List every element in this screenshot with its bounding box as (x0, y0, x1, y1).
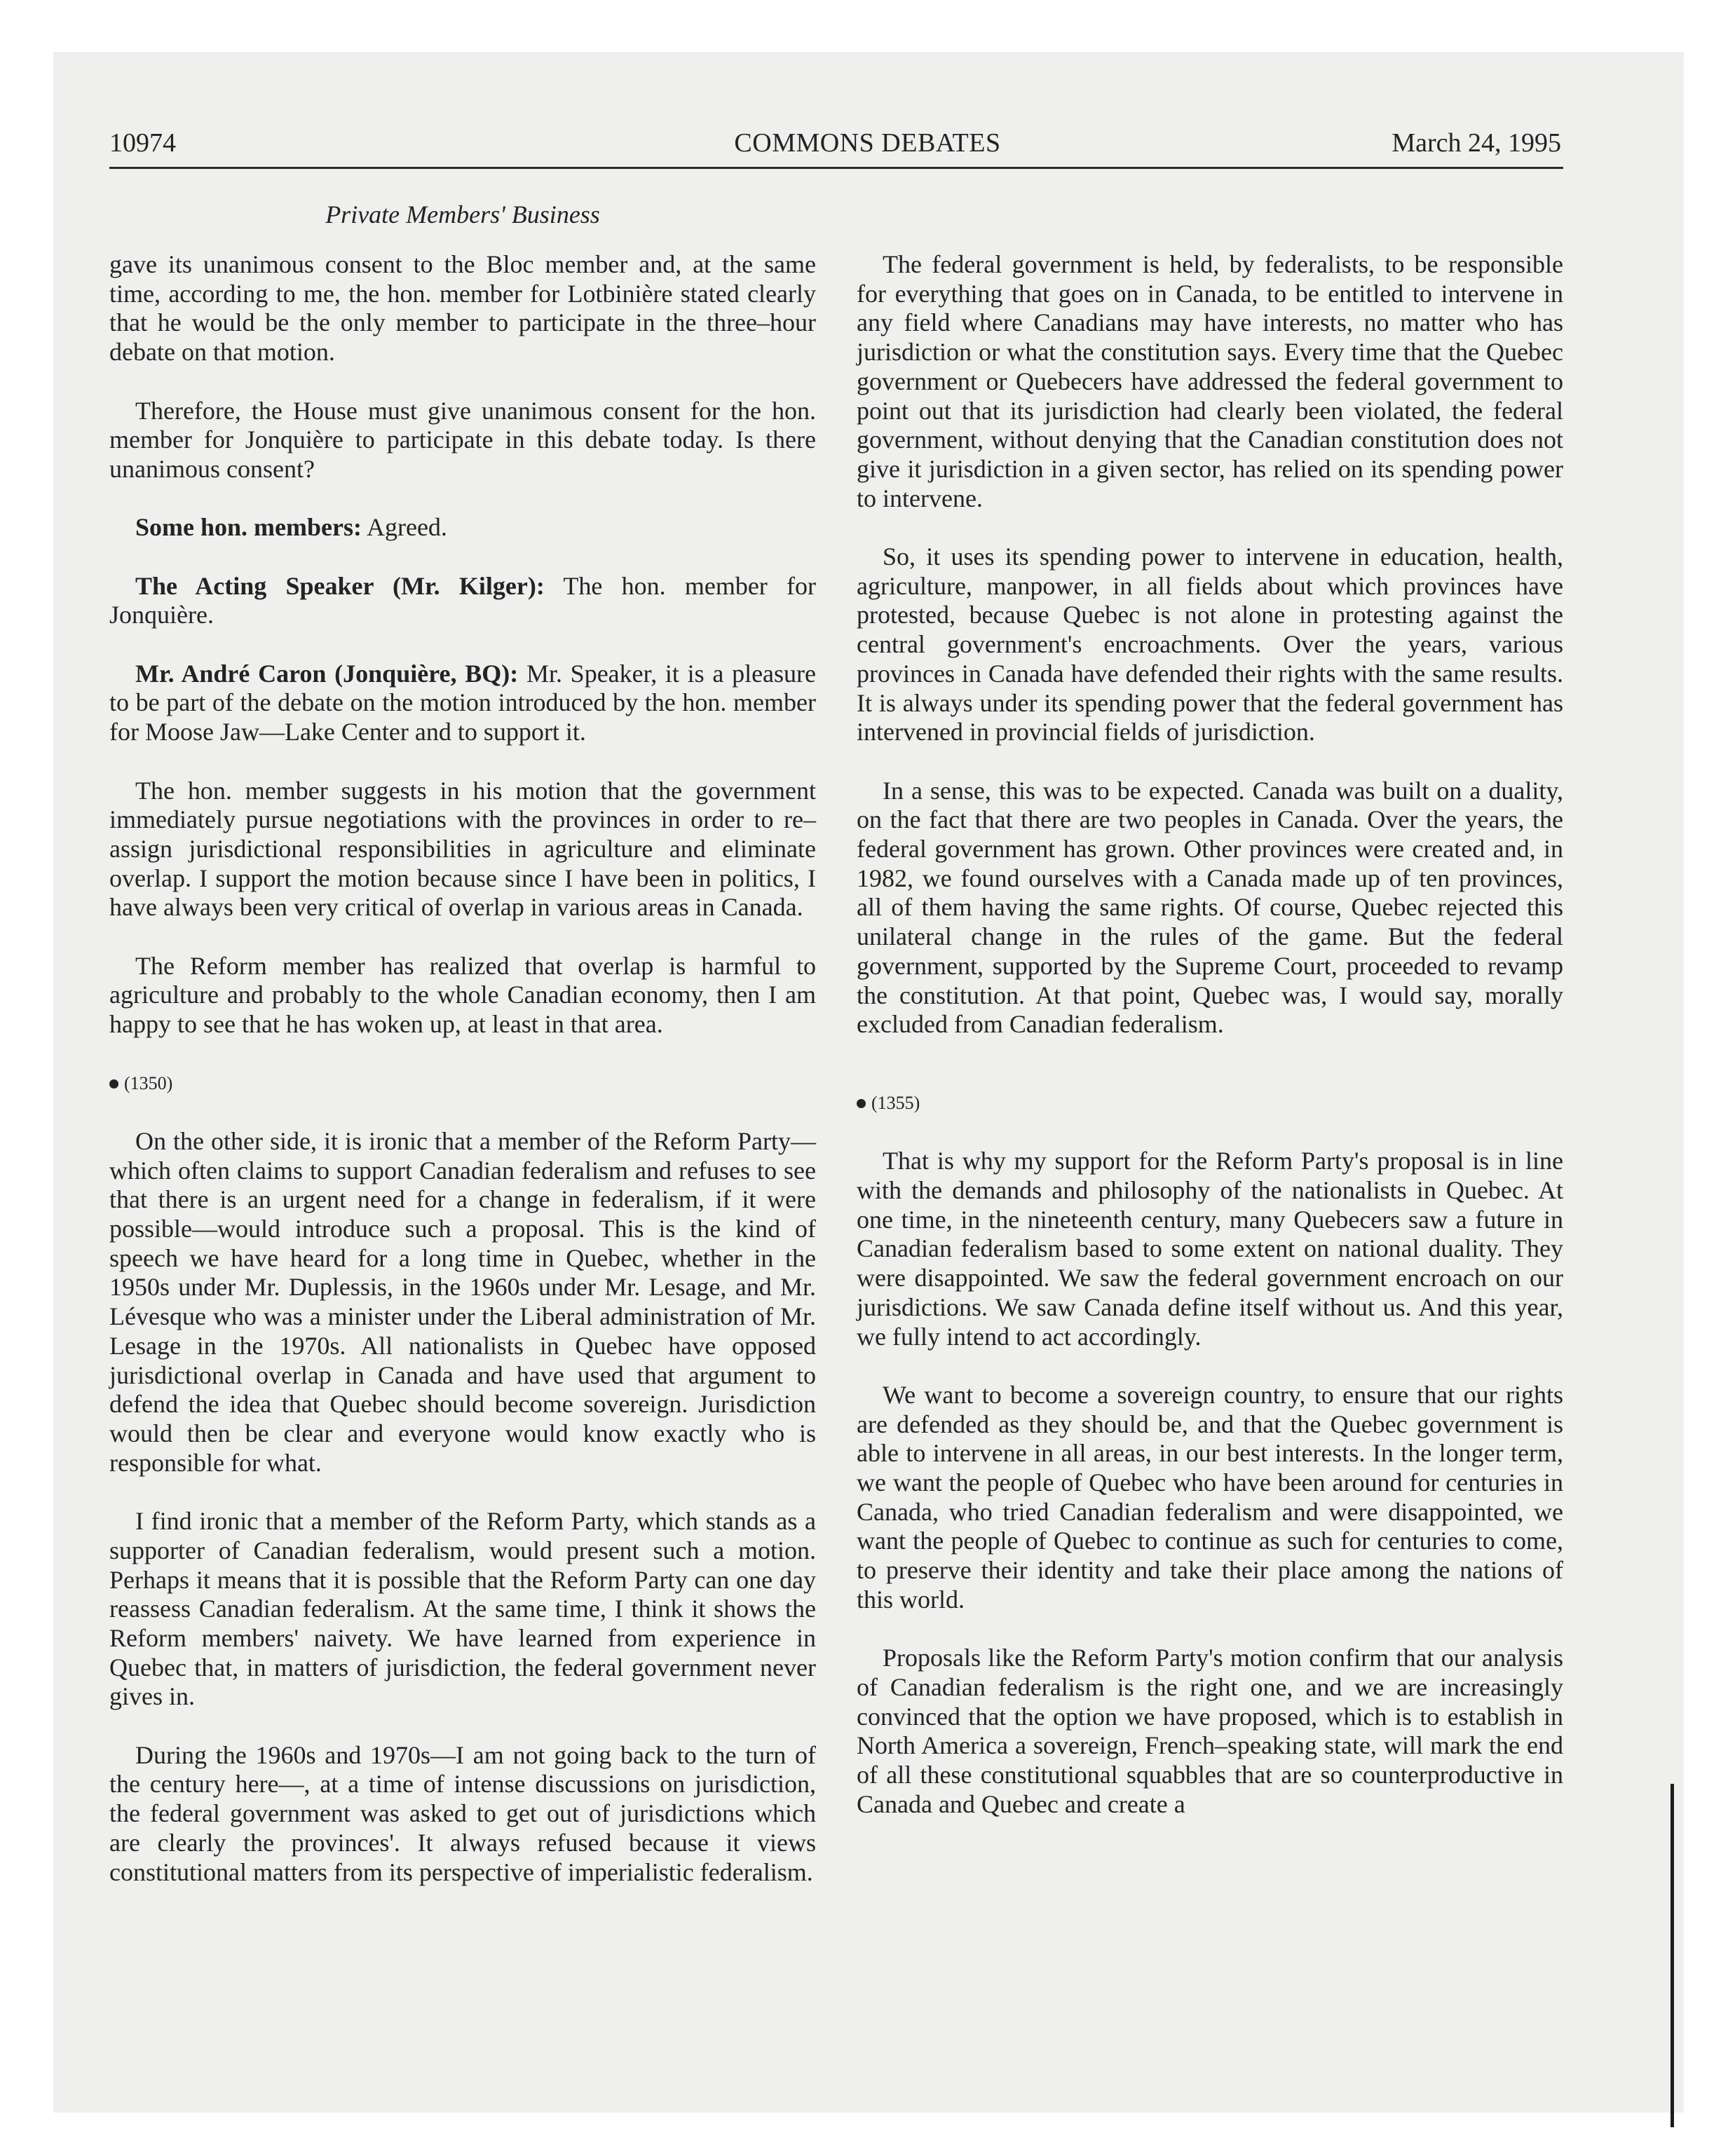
publication-title: COMMONS DEBATES (734, 128, 1001, 158)
time-marker (109, 1069, 816, 1098)
paragraph: gave its unanimous consent to the Bloc member and, at the same time, according to me, the hon. member for Lotbinière stated clearly that he would be the only member to participate in the three–hour debate on that motion. (109, 250, 816, 367)
paragraph: So, it uses its spending power to intervene in education, health, agriculture, manpower, in all fields about which provinces have protested, because Quebec is not alone in protesting against the central government's encroachments. Over the years, various provinces in Canada have defended their rights with the same results. It is always under its spending power that the federal government has intervened in provincial fields of jurisdiction. (857, 543, 1563, 746)
speaker-name: Some hon. members: (135, 513, 362, 542)
right-column (857, 250, 1563, 1848)
paragraph: The federal government is held, by federalists, to be responsible for everything that goes on in Canada, to be entitled to intervene in any field where Canadians may have interests, no matter who has jurisdiction or what the constitution says. Every time that the Quebec government or Quebecers have addressed the federal government to point out that its jurisdiction had clearly been violated, the federal government, without denying that the Canadian constitution does not give it jurisdiction in a given sector, has relied on its spending power to intervene. (857, 250, 1563, 512)
time-marker (857, 1089, 1563, 1118)
binding-edge (1671, 1784, 1674, 2127)
speaker-name: The Acting Speaker (Mr. Kilger): (135, 571, 545, 600)
speech-text: The hon. member for Jonquière. (109, 571, 816, 629)
paragraph: The hon. member suggests in his motion that the government immediately pursue negotiations with the provinces in order to re–assign jurisdictional responsibilities in agriculture and eliminate overlap. I support the motion because since I have been in politics, I have always been very critical of overlap in various areas in Canada. (109, 776, 816, 922)
paragraph (109, 572, 816, 630)
section-title: Private Members' Business (325, 200, 600, 228)
paragraph: The Reform member has realized that overlap is harmful to agriculture and probably to the whole Canadian economy, then I am happy to see that he has woken up, at least in that area. (109, 951, 816, 1039)
page-number: 10974 (109, 128, 176, 158)
paragraph (109, 513, 816, 543)
paragraph: Therefore, the House must give unanimous consent for the hon. member for Jonquière to participate in this debate today. Is there unanimous consent? (109, 396, 816, 483)
paragraph: During the 1960s and 1970s—I am not going back to the turn of the century here—, at a time of intense discussions on jurisdiction, the federal government was asked to get out of jurisdictions which are clearly the provinces'. It always refused because it views constitutional matters from its perspective of imperialistic federalism. (109, 1740, 816, 1886)
paragraph: We want to become a sovereign country, to ensure that our rights are defended as they should be, and that the Quebec government is able to intervene in all areas, in our best interests. In the longer term, we want the people of Quebec who have been around for centuries in Canada, who tried Canadian federalism and were disappointed, we want the people of Quebec to continue as such for centuries to come, to preserve their identity and take their place among the nations of this world. (857, 1380, 1563, 1613)
time-marker-label: (1355) (871, 1092, 920, 1113)
speech-text: Mr. Speaker, it is a pleasure to be part of the debate on the motion introduced by the hon. member for Moose Jaw—Lake Center and to support it. (109, 659, 817, 746)
page-date: March 24, 1995 (1392, 128, 1561, 158)
speech-text: Agreed. (361, 513, 447, 542)
paragraph (109, 660, 816, 747)
paragraph: Proposals like the Reform Party's motion confirm that our analysis of Canadian federalism is the right one, and we are increasingly convinced that the option we have proposed, which is to establish in North America a sovereign, French–speaking state, will mark the end of all these constitutional squabbles that are so counterproductive in Canada and Quebec and create a (857, 1644, 1563, 1818)
time-marker-label: (1350) (124, 1072, 173, 1093)
paragraph: In a sense, this was to be expected. Canada was built on a duality, on the fact that there are two peoples in Canada. Over the years, the federal government has grown. Other provinces were created and, in 1982, we found ourselves with a Canada made up of ten provinces, all of them having the same rights. Of course, Quebec rejected this unilateral change in the rules of the game. But the federal government, supported by the Supreme Court, proceeded to revamp the constitution. At that point, Quebec was, I would say, morally excluded from Canadian federalism. (857, 776, 1563, 1039)
paragraph: That is why my support for the Reform Party's proposal is in line with the demands and philosophy of the nationalists in Quebec. At one time, in the nineteenth century, many Quebecers saw a future in Canadian federalism based to some extent on national duality. They were disappointed. We saw the federal government encroach on our jurisdictions. We saw Canada define itself without us. And this year, we fully intend to act accordingly. (857, 1147, 1563, 1351)
header-rule (109, 167, 1563, 169)
paragraph: I find ironic that a member of the Reform Party, which stands as a supporter of Canadian federalism, would present such a motion. Perhaps it means that it is possible that the Reform Party can one day reassess Canadian federalism. At the same time, I think it shows the Reform members' naivety. We have learned from experience in Quebec that, in matters of jurisdiction, the federal government never gives in. (109, 1507, 816, 1711)
speaker-name: Mr. André Caron (Jonquière, BQ): (135, 659, 519, 688)
bullet-icon (109, 1079, 118, 1089)
paragraph: On the other side, it is ironic that a member of the Reform Party—which often claims to support Canadian federalism and refuses to see that there is an urgent need for a change in federalism, if it were possible—would introduce such a proposal. This is the kind of speech we have heard for a long time in Quebec, whether in the 1950s under Mr. Duplessis, in the 1960s under Mr. Lesage, and Mr. Lévesque who was a minister under the Liberal administration of Mr. Lesage in the 1970s. All nationalists in Quebec have opposed jurisdictional overlap in Canada and have used that argument to defend the idea that Quebec should become sovereign. Jurisdiction would then be clear and everyone would know exactly who is responsible for what. (109, 1126, 816, 1477)
left-column (109, 250, 816, 1916)
bullet-icon (857, 1099, 866, 1108)
